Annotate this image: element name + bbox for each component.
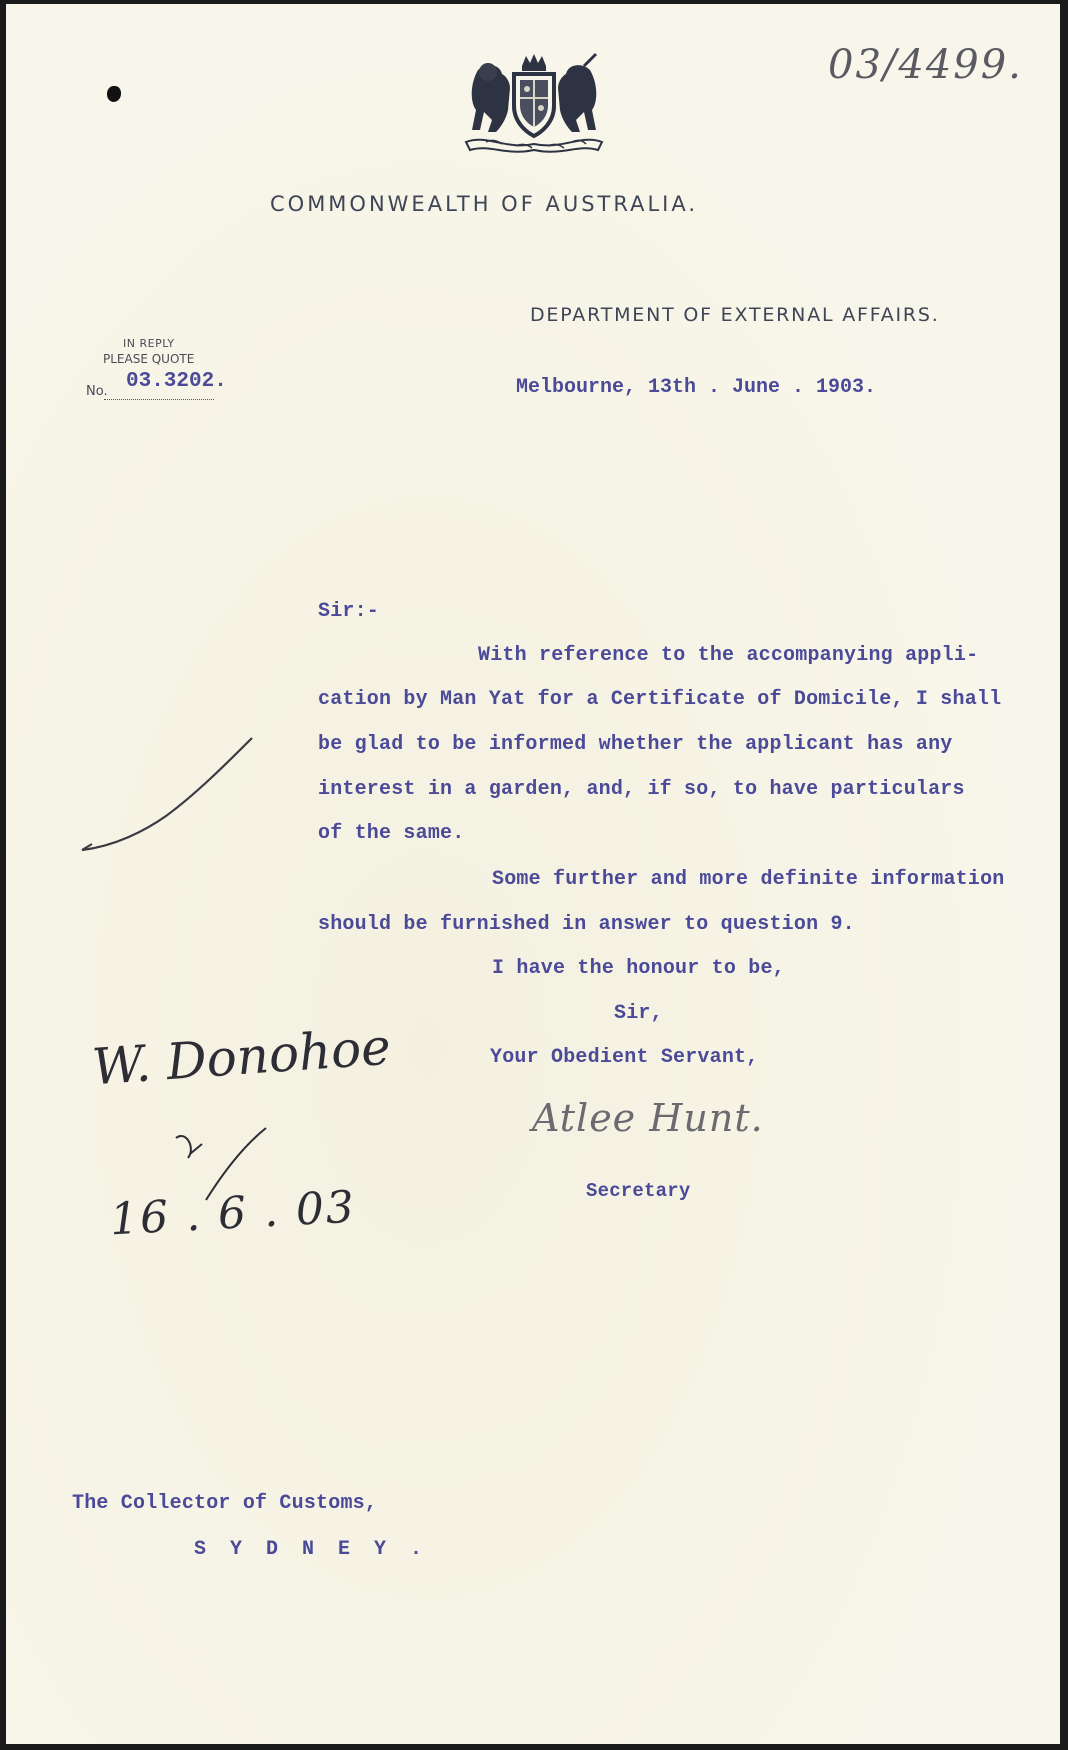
reply-no-dotted-line	[104, 399, 214, 400]
department-name: DEPARTMENT OF EXTERNAL AFFAIRS.	[530, 304, 940, 326]
reply-reference-number: 03.3202.	[126, 370, 227, 393]
reply-line-1: IN REPLY	[123, 337, 175, 350]
body-line-3: be glad to be informed whether the applicant has any	[318, 733, 953, 756]
body-line-5: of the same.	[318, 822, 465, 845]
margin-annotation-date: 16 . 6 . 03	[108, 1181, 358, 1246]
closing-line-1: I have the honour to be,	[492, 957, 785, 980]
coat-of-arms-emblem	[456, 50, 612, 156]
addressee-line-2: S Y D N E Y .	[194, 1538, 429, 1561]
addressee-line-1: The Collector of Customs,	[72, 1492, 378, 1515]
letterhead-title: COMMONWEALTH OF AUSTRALIA.	[270, 192, 699, 216]
reply-no-label: No.	[86, 384, 108, 399]
dateline: Melbourne, 13th . June . 1903.	[516, 376, 877, 399]
signatory-title: Secretary	[586, 1180, 691, 1202]
closing-line-3: Your Obedient Servant,	[490, 1046, 759, 1069]
body-line-4: interest in a garden, and, if so, to have particulars	[318, 778, 965, 801]
letter-page	[6, 4, 1060, 1744]
signature: Atlee Hunt.	[532, 1096, 764, 1140]
closing-line-2: Sir,	[614, 1002, 663, 1025]
body-line-7: should be furnished in answer to question 9.	[318, 913, 855, 936]
body-line-1: With reference to the accompanying appli-	[478, 644, 979, 667]
margin-annotation-name: W. Donohoe	[90, 1017, 393, 1097]
body-line-6: Some further and more definite information	[492, 868, 1005, 891]
salutation: Sir:-	[318, 600, 380, 623]
file-number: 03/4499.	[828, 42, 1023, 88]
ink-blot	[107, 86, 121, 102]
margin-pen-stroke	[76, 734, 256, 854]
reply-line-2: PLEASE QUOTE	[103, 352, 195, 366]
body-line-2: cation by Man Yat for a Certificate of Domicile, I shall	[318, 688, 1002, 711]
